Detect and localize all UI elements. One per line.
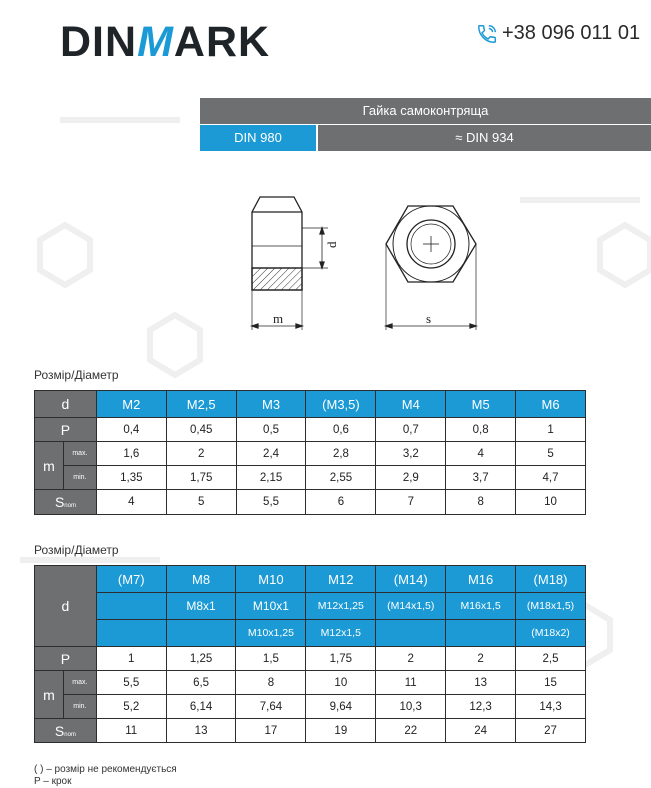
value-cell: 0,5: [236, 418, 306, 442]
size-cell: M12x1,25: [306, 593, 376, 620]
logo-text-din: DIN: [60, 18, 138, 66]
table2-row-p: [35, 647, 586, 671]
value-cell: 4: [446, 442, 516, 466]
value-cell: 10,3: [376, 695, 446, 719]
size-cell: M4: [376, 391, 446, 418]
value-cell: 1,25: [166, 647, 236, 671]
s-letter: S: [54, 494, 65, 510]
value-cell: 1,75: [166, 466, 236, 490]
value-cell: 2,15: [236, 466, 306, 490]
value-cell: 14,3: [516, 695, 586, 719]
dim-s-label: s: [426, 311, 432, 326]
value-cell: 7: [376, 490, 446, 515]
value-cell: 0,4: [96, 418, 166, 442]
value-cell: 2,8: [306, 442, 376, 466]
table2-row-mmax: [35, 671, 586, 695]
size-cell: M2: [96, 391, 166, 418]
value-cell: 5,2: [96, 695, 166, 719]
size-cell: (M7): [96, 566, 166, 593]
size-cell: M16x1,5: [446, 593, 516, 620]
value-cell: 1,5: [236, 647, 306, 671]
value-cell: 8: [446, 490, 516, 515]
value-cell: 4,7: [516, 466, 586, 490]
row-label-p: P: [35, 647, 97, 671]
logo-text-m: M: [137, 18, 174, 66]
size-cell: (M18x2): [516, 620, 586, 647]
table1-row-mmax: [35, 442, 586, 466]
standard-badge: DIN 980: [200, 125, 316, 151]
size-cell: (M14): [376, 566, 446, 593]
value-cell: 3,7: [446, 466, 516, 490]
value-cell: 1,35: [96, 466, 166, 490]
row-label-m: m: [35, 671, 64, 719]
table1-row-mmin: [35, 466, 586, 490]
row-label-max: max.: [63, 442, 96, 466]
value-cell: 1: [516, 418, 586, 442]
value-cell: 5: [516, 442, 586, 466]
value-cell: 22: [376, 719, 446, 743]
value-cell: 2: [376, 647, 446, 671]
row-label-max: max.: [63, 671, 96, 695]
size-cell: [376, 620, 446, 647]
s-subscript: nom: [64, 503, 76, 509]
value-cell: 9,64: [306, 695, 376, 719]
row-label-p: P: [35, 418, 97, 442]
equivalent-standard: ≈ DIN 934: [318, 125, 651, 151]
row-label-m: m: [35, 442, 64, 490]
size-cell: M12x1,5: [306, 620, 376, 647]
value-cell: 10: [516, 490, 586, 515]
value-cell: 2,9: [376, 466, 446, 490]
row-label-d: d: [35, 566, 97, 647]
s-subscript: nom: [64, 731, 76, 738]
value-cell: 12,3: [446, 695, 516, 719]
size-cell: M10: [236, 566, 306, 593]
size-cell: (M18x1,5): [516, 593, 586, 620]
table1-row-d: [35, 391, 586, 418]
row-label-s: [35, 490, 97, 515]
size-cell: [166, 620, 236, 647]
value-cell: 5,5: [96, 671, 166, 695]
row-label-min: min.: [63, 695, 96, 719]
table2-row-mmin: [35, 695, 586, 719]
value-cell: 2,5: [516, 647, 586, 671]
row-label-min: min.: [63, 466, 96, 490]
table1-row-p: [35, 418, 586, 442]
value-cell: 0,6: [306, 418, 376, 442]
table2-caption: Розмір/Діаметр: [34, 543, 119, 557]
value-cell: 5,5: [236, 490, 306, 515]
value-cell: 15: [516, 671, 586, 695]
value-cell: 6,5: [166, 671, 236, 695]
table2-row-d1: [35, 566, 586, 593]
value-cell: 27: [516, 719, 586, 743]
size-cell: M3: [236, 391, 306, 418]
size-cell: M2,5: [166, 391, 236, 418]
table1-caption: Розмір/Діаметр: [34, 368, 119, 382]
value-cell: 2,4: [236, 442, 306, 466]
size-cell: M16: [446, 566, 516, 593]
logo-text-ark: ARK: [173, 18, 271, 66]
spec-table-2: [34, 565, 586, 743]
value-cell: 0,7: [376, 418, 446, 442]
size-cell: [446, 620, 516, 647]
phone-number: +38 096 011 01: [502, 22, 641, 44]
header: [0, 0, 651, 82]
footnote-pitch: P – крок: [34, 776, 72, 787]
product-title: Гайка самоконтряща: [200, 98, 651, 124]
value-cell: 2,55: [306, 466, 376, 490]
value-cell: 24: [446, 719, 516, 743]
value-cell: 10: [306, 671, 376, 695]
value-cell: 0,45: [166, 418, 236, 442]
dim-d-label: d: [324, 241, 339, 248]
side-view: [252, 197, 328, 330]
size-cell: (M14x1,5): [376, 593, 446, 620]
size-cell: M10x1: [236, 593, 306, 620]
table1-row-s: [35, 490, 586, 515]
value-cell: 5: [166, 490, 236, 515]
table2-row-d3: [35, 620, 586, 647]
size-cell: M5: [446, 391, 516, 418]
size-cell: M8: [166, 566, 236, 593]
size-cell: M12: [306, 566, 376, 593]
phone-icon: [476, 23, 498, 45]
size-cell: M8x1: [166, 593, 236, 620]
table2-row-d2: [35, 593, 586, 620]
size-cell: [96, 620, 166, 647]
value-cell: 2: [446, 647, 516, 671]
row-label-d: d: [35, 391, 97, 418]
table2-row-s: [35, 719, 586, 743]
value-cell: 3,2: [376, 442, 446, 466]
value-cell: 17: [236, 719, 306, 743]
footnote-brackets: ( ) – розмір не рекомендується: [34, 764, 177, 775]
value-cell: 6,14: [166, 695, 236, 719]
size-cell: (M3,5): [306, 391, 376, 418]
value-cell: 1,6: [96, 442, 166, 466]
value-cell: 11: [376, 671, 446, 695]
value-cell: 7,64: [236, 695, 306, 719]
value-cell: 2: [166, 442, 236, 466]
row-label-s: [35, 719, 97, 743]
value-cell: 13: [166, 719, 236, 743]
value-cell: 1,75: [306, 647, 376, 671]
size-cell: [96, 593, 166, 620]
dim-m-label: m: [273, 311, 284, 326]
spec-table-1: [34, 390, 586, 515]
value-cell: 8: [236, 671, 306, 695]
s-letter: S: [54, 722, 65, 739]
value-cell: 1: [96, 647, 166, 671]
value-cell: 11: [96, 719, 166, 743]
value-cell: 4: [96, 490, 166, 515]
size-cell: (M18): [516, 566, 586, 593]
footnotes: [34, 764, 177, 788]
nut-drawing: [200, 180, 520, 340]
brand-logo[interactable]: [60, 18, 270, 67]
value-cell: 19: [306, 719, 376, 743]
value-cell: 0,8: [446, 418, 516, 442]
value-cell: 13: [446, 671, 516, 695]
phone-contact[interactable]: [476, 22, 640, 45]
size-cell: M6: [516, 391, 586, 418]
size-cell: M10x1,25: [236, 620, 306, 647]
value-cell: 6: [306, 490, 376, 515]
